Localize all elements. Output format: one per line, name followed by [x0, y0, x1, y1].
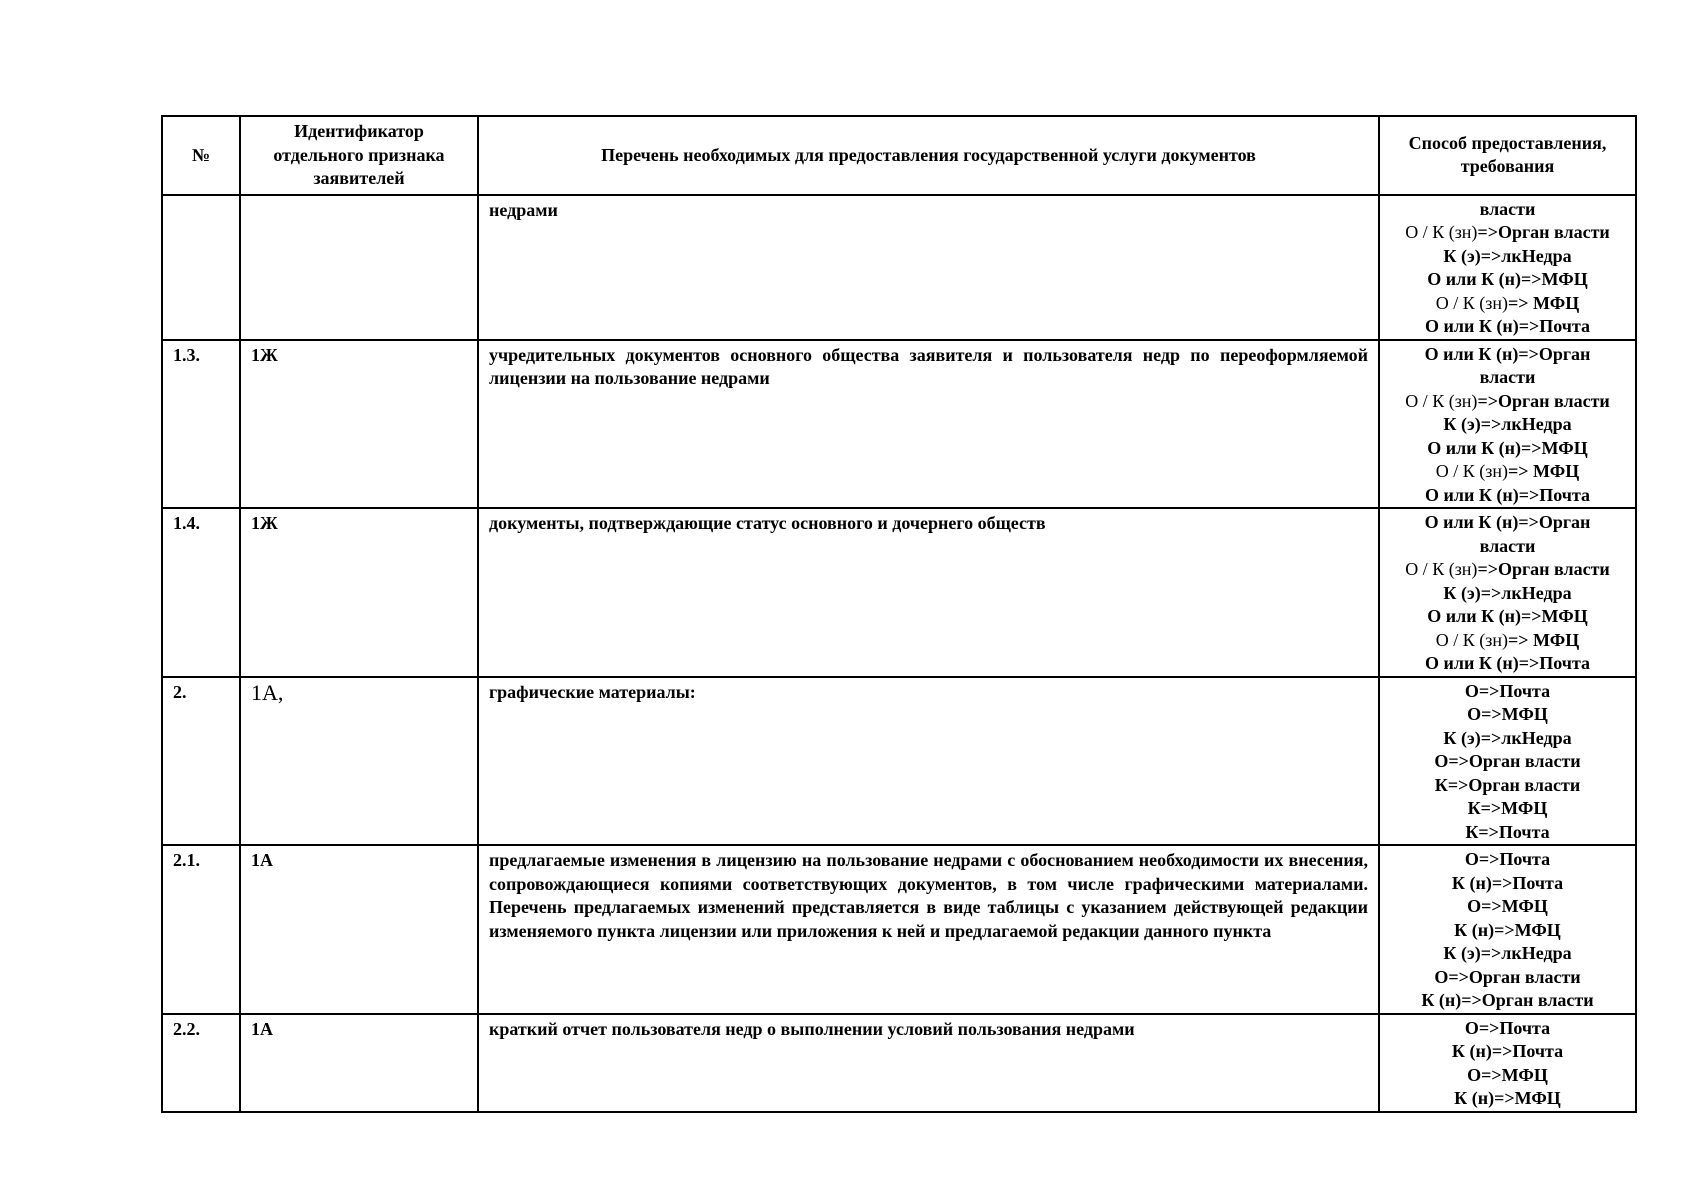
method-line: [1384, 511, 1631, 535]
method-value: => МФЦ: [1508, 461, 1580, 481]
method-line: [1384, 750, 1631, 774]
row-methods: [1379, 677, 1636, 846]
row-methods: [1379, 340, 1636, 509]
header-method: Способ предоставления, требования: [1379, 116, 1636, 195]
method-prefix: О / К (зн): [1405, 559, 1478, 579]
table-row: [162, 1014, 1636, 1112]
method-line: [1384, 484, 1631, 508]
method-line: [1384, 821, 1631, 845]
table-row: [162, 340, 1636, 509]
row-document-text: графические материалы:: [478, 677, 1379, 846]
method-line: [1384, 895, 1631, 919]
row-identifier: 1А: [240, 845, 478, 1014]
table-row: [162, 195, 1636, 340]
method-line: [1384, 727, 1631, 751]
method-value: О или К (н)=>Орган: [1424, 343, 1591, 364]
row-document-text: предлагаемые изменения в лицензию на пользование недрами с обоснованием необходимости их внесения, сопровождающиеся копиями соответствующих документов, в том числе графическими материалами. Перечень предлагаемых изменений представляется в виде таблицы с указанием действующей редакции изменяемого пункта лицензии или приложения к ней и предлагаемой редакции данного пункта: [478, 845, 1379, 1014]
row-identifier: 1Ж: [240, 340, 478, 509]
method-value: власти: [1479, 535, 1536, 556]
method-line: [1384, 245, 1631, 269]
method-value: К=>МФЦ: [1467, 798, 1548, 818]
row-methods: [1379, 1014, 1636, 1112]
method-line: [1384, 221, 1631, 245]
header-num: №: [162, 116, 240, 195]
table-row: [162, 845, 1636, 1014]
method-line: [1384, 582, 1631, 606]
method-value: О или К (н)=>Почта: [1424, 653, 1590, 673]
method-line: [1384, 942, 1631, 966]
documents-table: [161, 115, 1637, 1113]
method-value: О=>Почта: [1464, 849, 1551, 869]
method-line: [1384, 919, 1631, 943]
method-line: [1384, 797, 1631, 821]
method-value: К (э)=>лкНедра: [1443, 943, 1572, 963]
method-value: К (э)=>лкНедра: [1443, 414, 1572, 434]
row-identifier: 1А,: [240, 677, 478, 846]
method-value: К (н)=>МФЦ: [1454, 919, 1561, 940]
method-line: [1384, 343, 1631, 367]
method-value: К (н)=>МФЦ: [1454, 1088, 1561, 1108]
method-value: О или К (н)=>МФЦ: [1427, 606, 1588, 626]
method-value: К (э)=>лкНедра: [1443, 582, 1572, 603]
row-number: 2.: [162, 677, 240, 846]
method-value: => МФЦ: [1508, 292, 1580, 313]
method-value: О или К (н)=>Орган: [1424, 512, 1591, 532]
method-line: [1384, 605, 1631, 629]
method-value: О или К (н)=>Почта: [1424, 316, 1590, 336]
method-value: О=>Орган власти: [1434, 966, 1581, 987]
method-line: [1384, 535, 1631, 559]
method-line: [1384, 366, 1631, 390]
row-document-text: документы, подтверждающие статус основного и дочернего обществ: [478, 508, 1379, 677]
row-identifier: 1А: [240, 1014, 478, 1112]
row-document-text: учредительных документов основного общества заявителя и пользователя недр по переоформляемой лицензии на пользование недрами: [478, 340, 1379, 509]
method-line: [1384, 1087, 1631, 1111]
method-line: [1384, 872, 1631, 896]
method-line: [1384, 390, 1631, 414]
row-number: 2.1.: [162, 845, 240, 1014]
method-line: [1384, 989, 1631, 1013]
method-value: О=>Орган власти: [1434, 751, 1581, 771]
method-prefix: О / К (зн): [1405, 390, 1478, 411]
method-line: [1384, 437, 1631, 461]
method-value: К=>Орган власти: [1434, 774, 1581, 795]
row-number: [162, 195, 240, 340]
method-value: О=>Почта: [1464, 1017, 1551, 1038]
row-document-text: недрами: [478, 195, 1379, 340]
table-row: [162, 508, 1636, 677]
method-line: [1384, 460, 1631, 484]
method-line: [1384, 703, 1631, 727]
row-identifier: [240, 195, 478, 340]
header-identifier: Идентификатор отдельного признака заявителей: [240, 116, 478, 195]
method-prefix: О / К (зн): [1435, 292, 1508, 313]
method-value: К (н)=>Почта: [1451, 1041, 1564, 1061]
method-line: [1384, 774, 1631, 798]
row-number: 1.3.: [162, 340, 240, 509]
method-line: [1384, 629, 1631, 653]
method-value: К (н)=>Орган власти: [1421, 990, 1594, 1010]
method-value: =>Орган власти: [1477, 559, 1610, 579]
method-value: О=>МФЦ: [1467, 704, 1548, 724]
method-prefix: О / К (зн): [1435, 629, 1508, 650]
method-line: [1384, 680, 1631, 704]
method-line: [1384, 292, 1631, 316]
row-methods: [1379, 845, 1636, 1014]
method-line: [1384, 652, 1631, 676]
table-header-row: [162, 116, 1636, 195]
method-value: К (э)=>лкНедра: [1443, 727, 1572, 748]
method-value: О или К (н)=>Почта: [1424, 484, 1590, 505]
row-number: 2.2.: [162, 1014, 240, 1112]
method-value: К (н)=>Почта: [1451, 872, 1564, 893]
method-value: О=>МФЦ: [1467, 1064, 1548, 1085]
method-value: О или К (н)=>МФЦ: [1427, 437, 1588, 458]
method-line: [1384, 1040, 1631, 1064]
method-prefix: О / К (зн): [1435, 461, 1508, 481]
method-value: => МФЦ: [1508, 629, 1580, 650]
method-value: К=>Почта: [1465, 821, 1550, 842]
method-line: [1384, 558, 1631, 582]
method-value: =>Орган власти: [1477, 222, 1610, 242]
method-line: [1384, 1064, 1631, 1088]
method-value: О или К (н)=>МФЦ: [1427, 269, 1588, 289]
method-value: власти: [1479, 198, 1536, 219]
method-value: О=>МФЦ: [1467, 896, 1548, 916]
method-line: [1384, 315, 1631, 339]
method-line: [1384, 198, 1631, 222]
row-number: 1.4.: [162, 508, 240, 677]
method-line: [1384, 966, 1631, 990]
row-methods: [1379, 195, 1636, 340]
method-value: =>Орган власти: [1477, 390, 1610, 411]
method-line: [1384, 848, 1631, 872]
method-value: власти: [1479, 367, 1536, 387]
row-identifier: 1Ж: [240, 508, 478, 677]
method-value: К (э)=>лкНедра: [1443, 245, 1572, 266]
method-value: О=>Почта: [1464, 680, 1551, 701]
method-prefix: О / К (зн): [1405, 222, 1478, 242]
method-line: [1384, 268, 1631, 292]
method-line: [1384, 413, 1631, 437]
table-row: [162, 677, 1636, 846]
method-line: [1384, 1017, 1631, 1041]
header-documents: Перечень необходимых для предоставления государственной услуги документов: [478, 116, 1379, 195]
row-document-text: краткий отчет пользователя недр о выполнении условий пользования недрами: [478, 1014, 1379, 1112]
row-methods: [1379, 508, 1636, 677]
